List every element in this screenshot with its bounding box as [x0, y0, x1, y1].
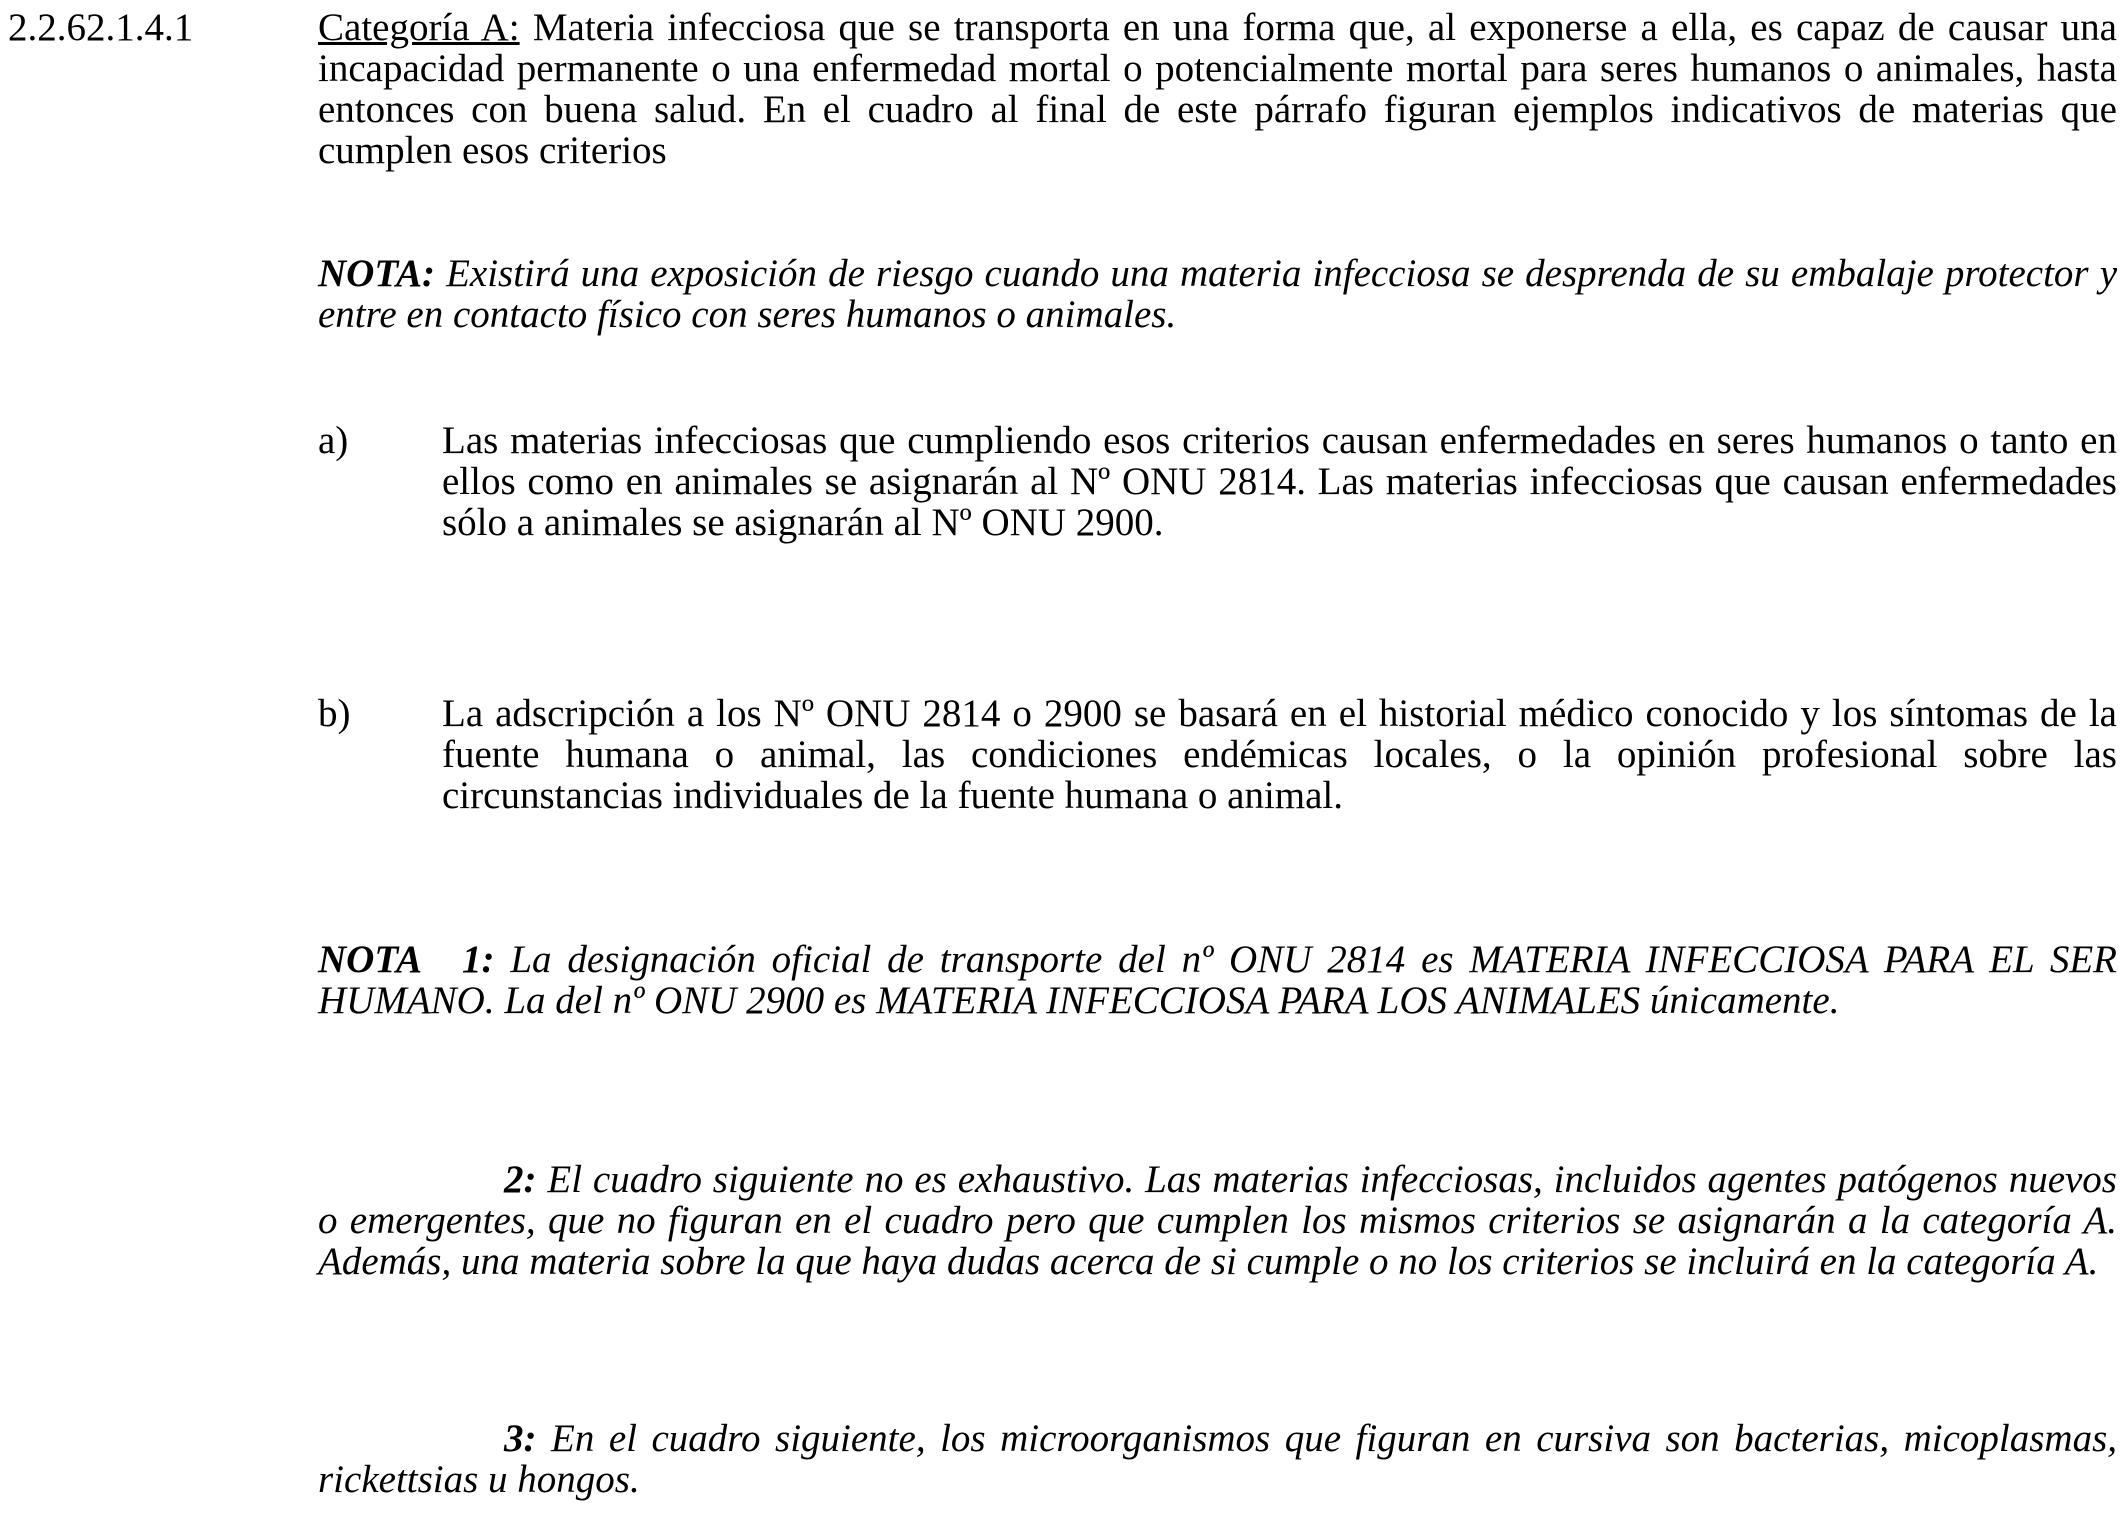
section-number: 2.2.62.1.4.1: [8, 6, 194, 49]
note-1-label: 1:: [462, 938, 495, 981]
note-3: [318, 1418, 2117, 1500]
exposure-note-label: NOTA:: [318, 252, 435, 295]
list-marker-b: b): [318, 692, 351, 735]
note-1: [318, 939, 2117, 1021]
note-2-text: El cuadro siguiente no es exhaustivo. Las materias infecciosas, incluidos agentes patógenos nuevos o emergentes, que no figuran en el cuadro pero que cumplen los mismos criterios se asignarán a la categoría A. Además, una materia sobre la que haya dudas acerca de si cumple o no los criterios se incluirá en la categoría A.: [318, 1158, 2117, 1283]
note-2-label: 2:: [504, 1158, 537, 1201]
exposure-note-text: Existirá una exposición de riesgo cuando una materia infecciosa se desprenda de su embalaje protector y entre en contacto físico con seres humanos o animales.: [318, 252, 2117, 336]
category-label: Categoría A:: [318, 6, 520, 49]
exposure-note: [318, 253, 2117, 335]
note-3-text: En el cuadro siguiente, los microorganismos que figuran en cursiva son bacterias, micoplasmas, rickettsias u hongos.: [318, 1417, 2117, 1501]
category-definition: Materia infecciosa que se transporta en una forma que, al exponerse a ella, es capaz de causar una incapacidad permanente o una enfermedad mortal o potencialmente mortal para seres humanos o animales, hasta entonces con buena salud. En el cuadro al final de este párrafo figuran ejemplos indicativos de materias que cumplen esos criterios: [318, 6, 2117, 172]
note-word: NOTA: [318, 938, 423, 981]
list-text-b: La adscripción a los Nº ONU 2814 o 2900 se basará en el historial médico conocido y los síntomas de la fuente humana o animal, las condiciones endémicas locales, o la opinión profesional sobre las circunstancias individuales de la fuente humana o animal.: [442, 692, 2117, 817]
list-text-a: Las materias infecciosas que cumpliendo esos criterios causan enfermedades en seres humanos o tanto en ellos como en animales se asignarán al Nº ONU 2814. Las materias infecciosas que causan enfermedades sólo a animales se asignarán al Nº ONU 2900.: [442, 419, 2117, 544]
note-2: [318, 1159, 2117, 1282]
note-1-text: La designación oficial de transporte del nº ONU 2814 es MATERIA INFECCIOSA PARA EL SER HUMANO. La del nº ONU 2900 es MATERIA INFECCIOSA PARA LOS ANIMALES únicamente.: [318, 938, 2117, 1022]
category-a-paragraph: [318, 7, 2117, 171]
note-3-label: 3:: [504, 1417, 537, 1460]
list-marker-a: a): [318, 419, 349, 462]
